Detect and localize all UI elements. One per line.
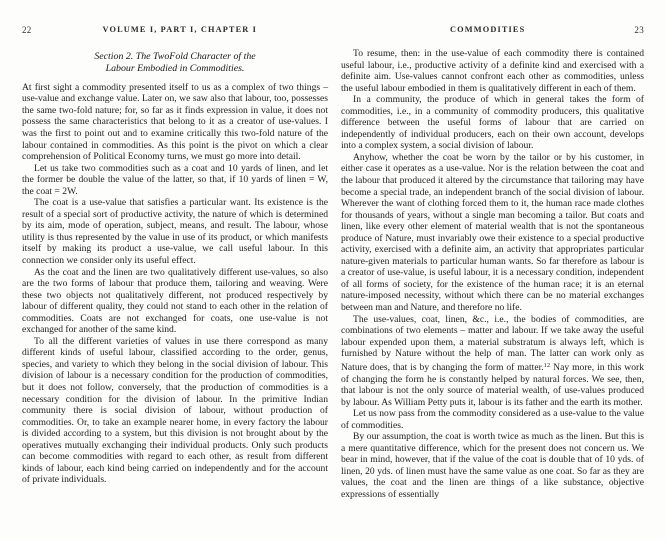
section-heading-line-2: Labour Embodied in Commodities.: [105, 63, 245, 75]
paragraph: To all the different varieties of values in use there correspond as many different kinds of useful labour, classified according to the order, genus, species, and variety to which they belong in the social division of labour. This division of labour is a necessary condition for the production of commodities, but it does not follow, conversely, that the production of commodities is a necessary condition for the division of labour. In the primitive Indian community there is social division of labour, without production of commodities. Or, to take an example nearer home, in every factory the labour is divided according to a system, but this division is not brought about by the operatives mutually exchanging their individual products. Only such products can become commodities with regard to each other, as result from different kinds of labour, each kind being carried on independently and for the account of private individuals.: [22, 335, 328, 486]
section-heading-line-1: Section 2. The TwoFold Character of the: [94, 51, 256, 62]
running-head-title-right: COMMODITIES: [450, 25, 526, 34]
paragraph: In a community, the produce of which in general takes the form of commodities, i.e., in a community of commodity producers, this qualitative difference between the useful forms of labour that are carried on independently of individual producers, each on their own account, develops into a complex system, a social division of labour.: [341, 94, 644, 152]
page-column-right: [341, 48, 644, 501]
paragraph: At first sight a commodity presented itself to us as a complex of two things – use-value and exchange value. Later on, we saw also that labour, too, possesses the same two-fold nature; for, so far as it finds expression in value, it does not possess the same characteristics that belong to it as a creator of use-values. I was the first to point out and to examine critically this two-fold nature of the labour contained in commodities. As this point is the pivot on which a clear comprehension of Political Economy turns, we must go more into detail.: [22, 81, 328, 163]
paragraph: As the coat and the linen are two qualitatively different use-values, so also are the two forms of labour that produce them, tailoring and weaving. Were these two objects not qualitatively different, not produced respectively by labour of different quality, they could not stand to each other in the relation of commodities. Coats are not exchanged for coats, one use-value is not exchanged for another of the same kind.: [22, 266, 328, 336]
paragraph-with-footnote: [341, 314, 644, 409]
paragraph: The coat is a use-value that satisfies a particular want. Its existence is the result of a special sort of productive activity, the nature of which is determined by its aim, mode of operation, subject, means, and result. The labour, whose utility is thus represented by the value in use of its product, or which manifests itself by making its product a use-value, we call useful labour. In this connection we consider only its useful effect.: [22, 197, 328, 267]
paragraph-text-before-footnote: The use-values, coat, linen, &c., i.e., the bodies of commodities, are combinations of two elements – matter and labour. If we take away the useful labour expended upon them, a material substratum is always left, which is furnished by Nature without the help of man. The latter can work only as Nature does, that is by changing the form of matter.: [341, 313, 644, 373]
paragraph: By our assumption, the coat is worth twice as much as the linen. But this is a mere quantitative difference, which for the present does not concern us. We bear in mind, however, that if the value of the coat is double that of 10 yds. of linen, 20 yds. of linen must have the same value as one coat. So far as they are values, the coat and the linen are things of a like substance, objective expressions of essentially: [341, 431, 644, 500]
running-head-left: [22, 22, 328, 38]
page-number-left: 22: [22, 25, 32, 35]
paragraph: Let us take two commodities such as a coat and 10 yards of linen, and let the former be double the value of the latter, so that, if 10 yards of linen = W, the coat = 2W.: [22, 162, 328, 197]
paragraph-text-after-footnote: Nay more, in this work of changing the form he is constantly helped by natural forces. We see, then, that labour is not the only source of material wealth, of use-values produced by labour. As William Petty puts it, labour is its father and the earth its mother.: [341, 361, 644, 408]
running-head-title-left: VOLUME I, PART I, CHAPTER I: [102, 25, 258, 34]
paragraph: Anyhow, whether the coat be worn by the tailor or by his customer, in either case it operates as a use-value. Nor is the relation between the coat and the labour that produced it altered by the circumstance that tailoring may have become a special trade, an independent branch of the social division of labour. Wherever the want of clothing forced them to it, the human race made clothes for thousands of years, without a single man becoming a tailor. But coats and linen, like every other element of material wealth that is not the spontaneous produce of Nature, must invariably owe their existence to a special productive activity, exercised with a definite aim, an activity that appropriates particular nature-given materials to particular human wants. So far therefore as labour is a creator of use-value, is useful labour, it is a necessary condition, independent of all forms of society, for the existence of the human race; it is an eternal nature-imposed necessity, without which there can be no material exchanges between man and Nature, and therefore no life.: [341, 151, 644, 314]
paragraph: Let us now pass from the commodity considered as a use-value to the value of commodities.: [341, 408, 644, 431]
section-heading: [22, 51, 328, 76]
page-number-right: 23: [634, 25, 644, 35]
footnote-marker: 12: [543, 361, 551, 369]
running-head-right: [341, 22, 644, 38]
paragraph: To resume, then: in the use-value of each commodity there is contained useful labour, i.e., productive activity of a definite kind and exercised with a definite aim. Use-values cannot confront each other as commodities, unless the useful labour embodied in them is qualitatively different in each of them.: [341, 48, 644, 94]
page-column-left: [22, 48, 328, 486]
